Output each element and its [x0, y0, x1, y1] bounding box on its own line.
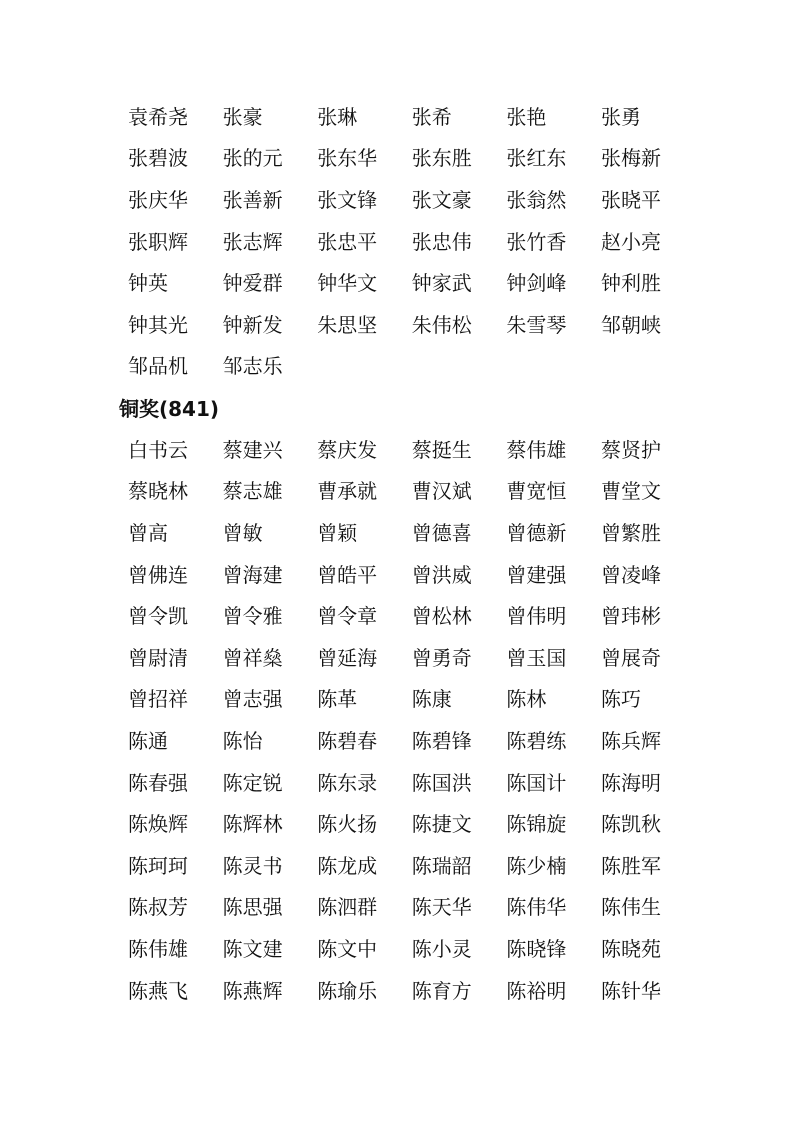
name-cell: 张忠伟 [411, 229, 472, 254]
name-cell: 陈伟生 [600, 895, 661, 920]
name-cell: 张希 [411, 104, 452, 129]
name-cell: 蔡晓林 [128, 479, 188, 504]
name-cell: 陈天华 [411, 895, 472, 920]
name-cell: 陈春强 [128, 770, 188, 795]
name-cell: 陈凯秋 [600, 812, 661, 837]
name-cell: 陈碧锋 [411, 728, 472, 753]
name-cell: 钟剑峰 [506, 271, 567, 296]
name-cell: 陈泗群 [317, 895, 378, 920]
name-cell: 陈伟雄 [128, 936, 188, 961]
name-cell: 曾皓平 [317, 562, 378, 587]
name-cell: 曾展奇 [600, 645, 661, 670]
name-cell: 朱思坚 [317, 312, 378, 337]
name-cell: 陈小灵 [411, 936, 472, 961]
name-cell: 陈碧练 [506, 728, 567, 753]
name-cell: 曾高 [128, 520, 168, 545]
name-cell: 蔡志雄 [222, 479, 283, 504]
name-cell: 曹堂文 [600, 479, 661, 504]
name-cell: 陈国洪 [411, 770, 472, 795]
name-cell: 陈锦旋 [506, 812, 567, 837]
name-cell: 蔡贤护 [600, 437, 661, 462]
name-cell: 曾德喜 [411, 520, 472, 545]
name-cell: 钟华文 [317, 271, 378, 296]
name-cell: 邹品机 [128, 354, 188, 379]
name-cell: 陈海明 [600, 770, 661, 795]
bronze-name-list [128, 429, 688, 1011]
name-cell: 曾尉清 [128, 645, 188, 670]
name-cell: 张晓平 [600, 187, 661, 212]
name-cell: 曹宽恒 [506, 479, 567, 504]
name-cell: 蔡挺生 [411, 437, 472, 462]
name-cell: 陈通 [128, 728, 168, 753]
name-cell: 陈育方 [411, 978, 472, 1003]
name-cell: 陈文中 [317, 936, 378, 961]
name-cell: 陈燕飞 [128, 978, 188, 1003]
name-cell: 张翁然 [506, 187, 567, 212]
name-cell: 蔡伟雄 [506, 437, 567, 462]
name-cell: 曾海建 [222, 562, 283, 587]
name-cell: 张碧波 [128, 146, 188, 171]
name-cell: 曾颖 [317, 520, 358, 545]
name-cell: 张文豪 [411, 187, 472, 212]
name-cell: 曾伟明 [506, 604, 567, 629]
name-cell: 张豪 [222, 104, 263, 129]
name-cell: 张庆华 [128, 187, 188, 212]
name-cell: 陈燕辉 [222, 978, 283, 1003]
name-cell: 陈革 [317, 687, 358, 712]
name-cell: 张梅新 [600, 146, 661, 171]
name-cell: 曾延海 [317, 645, 378, 670]
name-cell: 曾玮彬 [600, 604, 661, 629]
name-cell: 陈碧春 [317, 728, 378, 753]
name-cell: 曾佛连 [128, 562, 188, 587]
name-cell: 曾令凯 [128, 604, 188, 629]
name-cell: 曾建强 [506, 562, 567, 587]
name-cell: 钟爱群 [222, 271, 283, 296]
name-cell: 陈瑞韶 [411, 853, 472, 878]
name-cell: 陈文建 [222, 936, 283, 961]
name-cell: 邹朝峡 [600, 312, 661, 337]
name-cell: 张艳 [506, 104, 547, 129]
name-cell: 陈东录 [317, 770, 378, 795]
name-cell: 钟新发 [222, 312, 283, 337]
name-cell: 张勇 [600, 104, 641, 129]
name-cell: 白书云 [128, 437, 188, 462]
name-cell: 曾德新 [506, 520, 567, 545]
name-cell: 陈裕明 [506, 978, 567, 1003]
name-cell: 陈瑜乐 [317, 978, 378, 1003]
name-cell: 陈怡 [222, 728, 263, 753]
name-cell: 曾令雅 [222, 604, 283, 629]
name-cell: 张志辉 [222, 229, 283, 254]
name-cell: 陈思强 [222, 895, 283, 920]
name-cell: 陈捷文 [411, 812, 472, 837]
name-cell: 邹志乐 [222, 354, 283, 379]
name-cell: 张的元 [222, 146, 283, 171]
name-cell: 袁希尧 [128, 104, 188, 129]
name-cell: 张东华 [317, 146, 378, 171]
name-cell: 钟家武 [411, 271, 472, 296]
name-cell: 曾玉国 [506, 645, 567, 670]
top-name-list [128, 96, 688, 387]
name-cell: 陈灵书 [222, 853, 283, 878]
name-cell: 陈叔芳 [128, 895, 188, 920]
name-cell: 蔡建兴 [222, 437, 283, 462]
name-cell: 陈定锐 [222, 770, 283, 795]
name-cell: 陈珂珂 [128, 853, 188, 878]
name-cell: 陈焕辉 [128, 812, 188, 837]
name-cell: 陈少楠 [506, 853, 567, 878]
name-cell: 曾凌峰 [600, 562, 661, 587]
name-cell: 陈晓苑 [600, 936, 661, 961]
name-cell: 张忠平 [317, 229, 378, 254]
name-cell: 陈胜军 [600, 853, 661, 878]
name-cell: 陈兵辉 [600, 728, 661, 753]
name-cell: 陈伟华 [506, 895, 567, 920]
bronze-award-heading: 铜奖(841) [119, 397, 220, 421]
name-cell: 陈国计 [506, 770, 567, 795]
name-cell: 朱伟松 [411, 312, 472, 337]
name-cell: 张东胜 [411, 146, 472, 171]
name-cell: 曹承就 [317, 479, 378, 504]
name-cell: 陈康 [411, 687, 452, 712]
name-cell: 曾令章 [317, 604, 378, 629]
name-cell: 陈辉林 [222, 812, 283, 837]
name-cell: 曾志强 [222, 687, 283, 712]
name-cell: 曾勇奇 [411, 645, 472, 670]
name-cell: 蔡庆发 [317, 437, 378, 462]
name-cell: 张竹香 [506, 229, 567, 254]
name-cell: 曾繁胜 [600, 520, 661, 545]
name-cell: 陈火扬 [317, 812, 378, 837]
name-cell: 陈晓锋 [506, 936, 567, 961]
name-cell: 钟利胜 [600, 271, 661, 296]
name-cell: 张职辉 [128, 229, 188, 254]
name-cell: 曾敏 [222, 520, 263, 545]
name-cell: 钟英 [128, 271, 168, 296]
name-cell: 陈林 [506, 687, 547, 712]
name-cell: 钟其光 [128, 312, 188, 337]
name-cell: 张文锋 [317, 187, 378, 212]
name-cell: 曹汉斌 [411, 479, 472, 504]
name-cell: 曾松林 [411, 604, 472, 629]
name-cell: 张琳 [317, 104, 358, 129]
name-cell: 陈针华 [600, 978, 661, 1003]
name-cell: 朱雪琴 [506, 312, 567, 337]
name-cell: 曾洪威 [411, 562, 472, 587]
name-cell: 曾祥燊 [222, 645, 283, 670]
name-cell: 赵小亮 [600, 229, 661, 254]
name-cell: 陈龙成 [317, 853, 378, 878]
name-cell: 陈巧 [600, 687, 641, 712]
name-cell: 张红东 [506, 146, 567, 171]
name-cell: 张善新 [222, 187, 283, 212]
name-cell: 曾招祥 [128, 687, 188, 712]
